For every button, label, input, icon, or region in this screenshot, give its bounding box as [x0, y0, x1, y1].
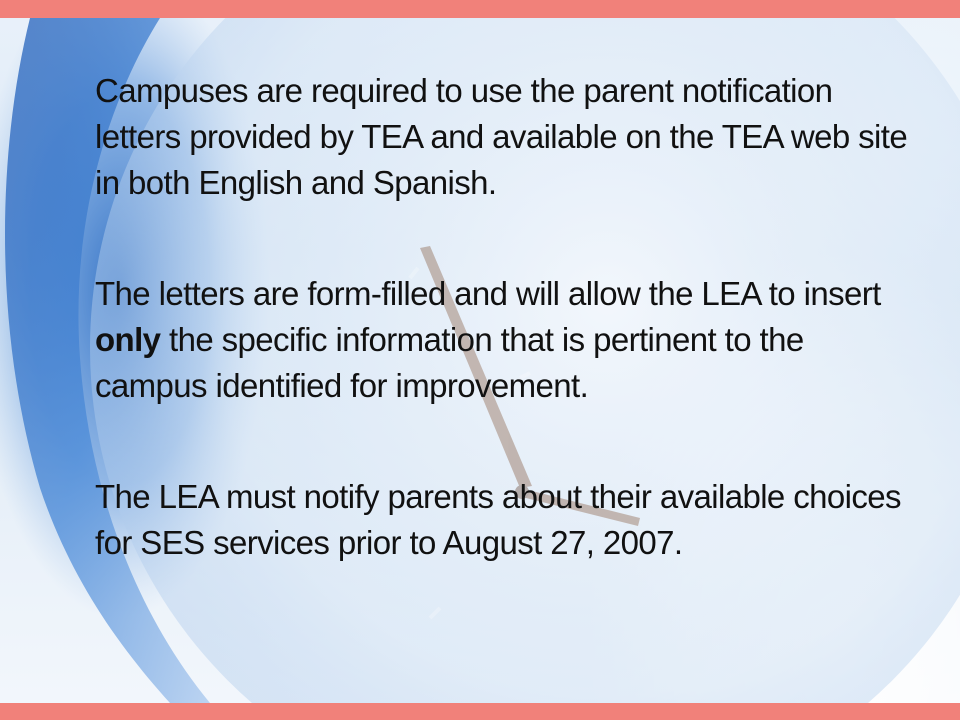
emphasis-only: only — [95, 321, 161, 358]
paragraph-form-filled — [95, 271, 915, 409]
paragraph-text: Campuses are required to use the parent notification letters provided by TEA and available on the TEA web site in both English and Spanish. — [95, 72, 908, 201]
paragraph-text-after: the specific information that is pertinent to the campus identified for improvement. — [95, 321, 804, 404]
paragraph-notify-parents — [95, 474, 915, 566]
paragraph-text-before: The letters are form-filled and will allow the LEA to insert — [95, 275, 881, 312]
paragraph-text: The LEA must notify parents about their available choices for SES services prior to August 27, 2007. — [95, 478, 901, 561]
paragraph-campuses-letters — [95, 68, 915, 206]
slide-body — [95, 68, 915, 566]
bottom-accent-bar — [0, 703, 960, 720]
top-accent-bar — [0, 0, 960, 18]
